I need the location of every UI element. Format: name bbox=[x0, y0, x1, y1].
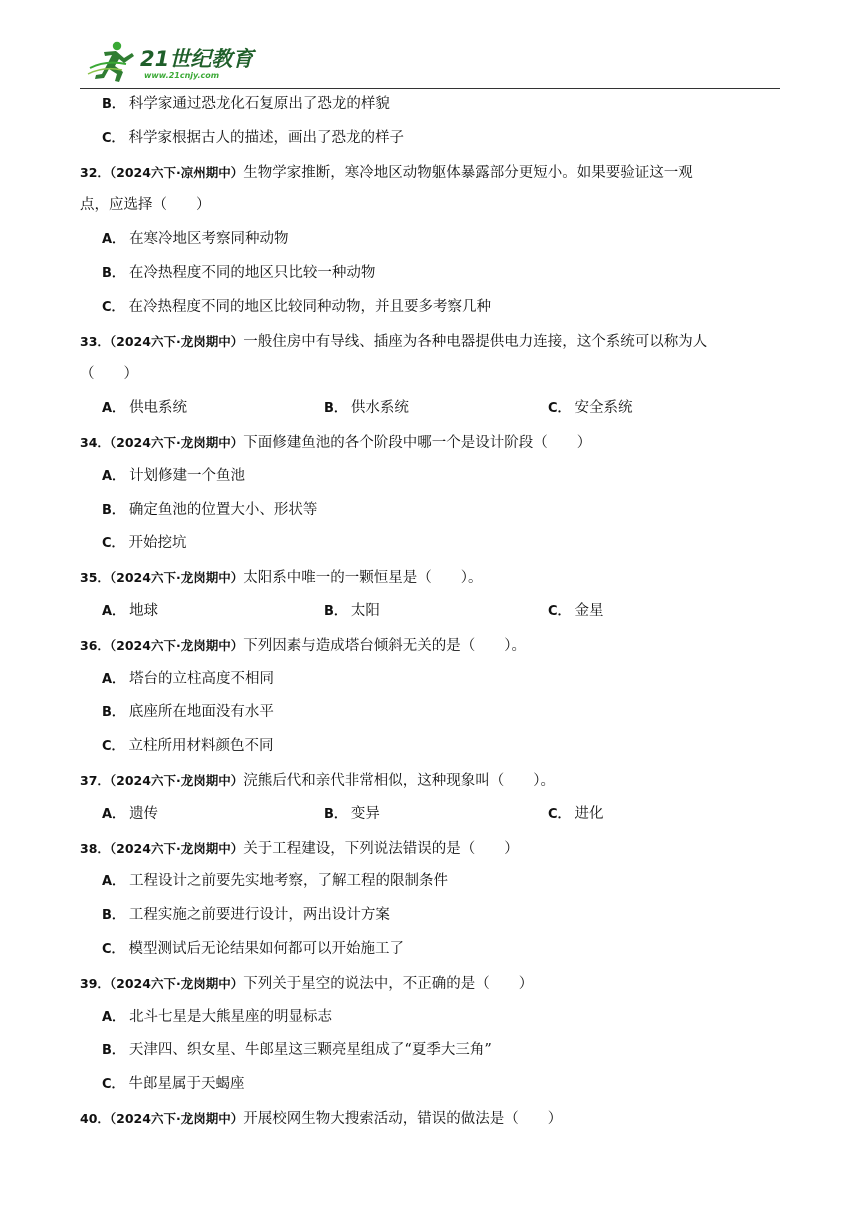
question-stem bbox=[80, 764, 780, 798]
question-number: 38． bbox=[80, 840, 110, 856]
question-number: 39． bbox=[80, 975, 110, 991]
option-line: C． 在冷热程度不同的地区比较同种动物，并且要多考察几种 bbox=[102, 298, 492, 315]
question-number: 37． bbox=[80, 772, 110, 788]
question-stem bbox=[80, 325, 780, 359]
option-line: B． 底座所在地面没有水平 bbox=[102, 704, 274, 721]
question-source: （2024六下·龙岗期中） bbox=[109, 772, 244, 788]
question-stem bbox=[80, 156, 780, 190]
option-item: B． 变异 bbox=[324, 805, 380, 822]
option-row bbox=[80, 392, 780, 426]
option-line: A． 计划修建一个鱼池 bbox=[102, 467, 246, 484]
logo-url: www.21cnjy.com bbox=[144, 71, 220, 80]
question-number: 35． bbox=[80, 570, 110, 586]
question-list bbox=[80, 88, 780, 1136]
option-line: B． 科学家通过恐龙化石复原出了恐龙的样貌 bbox=[102, 96, 390, 112]
option-line: C． 开始挖坑 bbox=[102, 535, 187, 552]
option-line: A． 工程设计之前要先实地考察，了解工程的限制条件 bbox=[102, 873, 449, 890]
question-number: 36． bbox=[80, 637, 110, 653]
logo bbox=[86, 38, 266, 84]
option-item: B． 供水系统 bbox=[324, 400, 409, 417]
question-source: （2024六下·龙岗期中） bbox=[109, 637, 244, 653]
question-stem bbox=[80, 629, 780, 663]
option-item: A． 遗传 bbox=[102, 805, 159, 822]
question-stem bbox=[80, 426, 780, 460]
question-continuation: （ ） bbox=[80, 366, 138, 383]
question-number: 33． bbox=[80, 333, 110, 349]
option-line: A． 北斗七星是大熊星座的明显标志 bbox=[102, 1008, 333, 1025]
question-number: 34． bbox=[80, 434, 110, 450]
question-stem bbox=[80, 832, 780, 866]
question-text: 一般住房中有导线、插座为各种电器提供电力连接，这个系统可以称为人 bbox=[243, 333, 708, 350]
question-stem bbox=[80, 967, 780, 1001]
option-line: B． 确定鱼池的位置大小、形状等 bbox=[102, 501, 318, 518]
option-row bbox=[80, 595, 780, 629]
option-item: A． 地球 bbox=[102, 602, 159, 619]
question-stem bbox=[80, 561, 780, 595]
option-line: C． 牛郎星属于天蝎座 bbox=[102, 1076, 245, 1093]
question-number: 32． bbox=[80, 164, 110, 180]
question-source: （2024六下·龙岗期中） bbox=[109, 333, 244, 349]
question-number: 40． bbox=[80, 1110, 110, 1126]
option-line: B． 在冷热程度不同的地区只比较一种动物 bbox=[102, 264, 376, 281]
option-line: A． 在寒冷地区考察同种动物 bbox=[102, 231, 289, 248]
question-continuation: 点，应选择（ ） bbox=[80, 197, 211, 214]
logo-title: 21世纪教育 bbox=[140, 47, 254, 71]
runner-icon bbox=[88, 42, 134, 82]
question-text: 生物学家推断，寒冷地区动物躯体暴露部分更短小。如果要验证这一观 bbox=[243, 164, 693, 181]
question-source: （2024六下·凉州期中） bbox=[109, 164, 244, 180]
page-header bbox=[80, 30, 780, 89]
question-text: 下列因素与造成塔台倾斜无关的是（ ）。 bbox=[243, 637, 526, 654]
question-stem bbox=[80, 1102, 780, 1136]
option-line: B． 天津四、织女星、牛郎星这三颗亮星组成了“夏季大三角” bbox=[102, 1042, 492, 1059]
option-line: B． 工程实施之前要进行设计，两出设计方案 bbox=[102, 907, 390, 924]
option-item: B． 太阳 bbox=[324, 602, 380, 619]
option-item: A． 供电系统 bbox=[102, 400, 188, 417]
question-source: （2024六下·龙岗期中） bbox=[109, 975, 244, 991]
question-text: 太阳系中唯一的一颗恒星是（ ）。 bbox=[243, 570, 483, 587]
option-item: C． 金星 bbox=[548, 602, 604, 619]
question-text: 下列关于星空的说法中，不正确的是（ ） bbox=[243, 975, 534, 992]
option-item: C． 安全系统 bbox=[548, 400, 633, 417]
question-source: （2024六下·龙岗期中） bbox=[109, 1110, 244, 1126]
option-item: C． 进化 bbox=[548, 805, 604, 822]
option-row bbox=[80, 798, 780, 832]
option-line: A． 塔台的立柱高度不相同 bbox=[102, 670, 275, 687]
question-text: 关于工程建设，下列说法错误的是（ ） bbox=[243, 840, 519, 857]
question-text: 浣熊后代和亲代非常相似，这种现象叫（ ）。 bbox=[243, 772, 555, 789]
question-source: （2024六下·龙岗期中） bbox=[109, 840, 244, 856]
question-source: （2024六下·龙岗期中） bbox=[109, 434, 244, 450]
question-source: （2024六下·龙岗期中） bbox=[109, 570, 244, 586]
question-text: 下面修建鱼池的各个阶段中哪一个是设计阶段（ ） bbox=[243, 434, 592, 451]
option-line: C． 模型测试后无论结果如何都可以开始施工了 bbox=[102, 940, 405, 957]
option-line: C． 科学家根据古人的描述，画出了恐龙的样子 bbox=[102, 129, 405, 146]
question-text: 开展校网生物大搜索活动，错误的做法是（ ） bbox=[243, 1110, 563, 1127]
option-line: C． 立柱所用材料颜色不同 bbox=[102, 738, 274, 755]
